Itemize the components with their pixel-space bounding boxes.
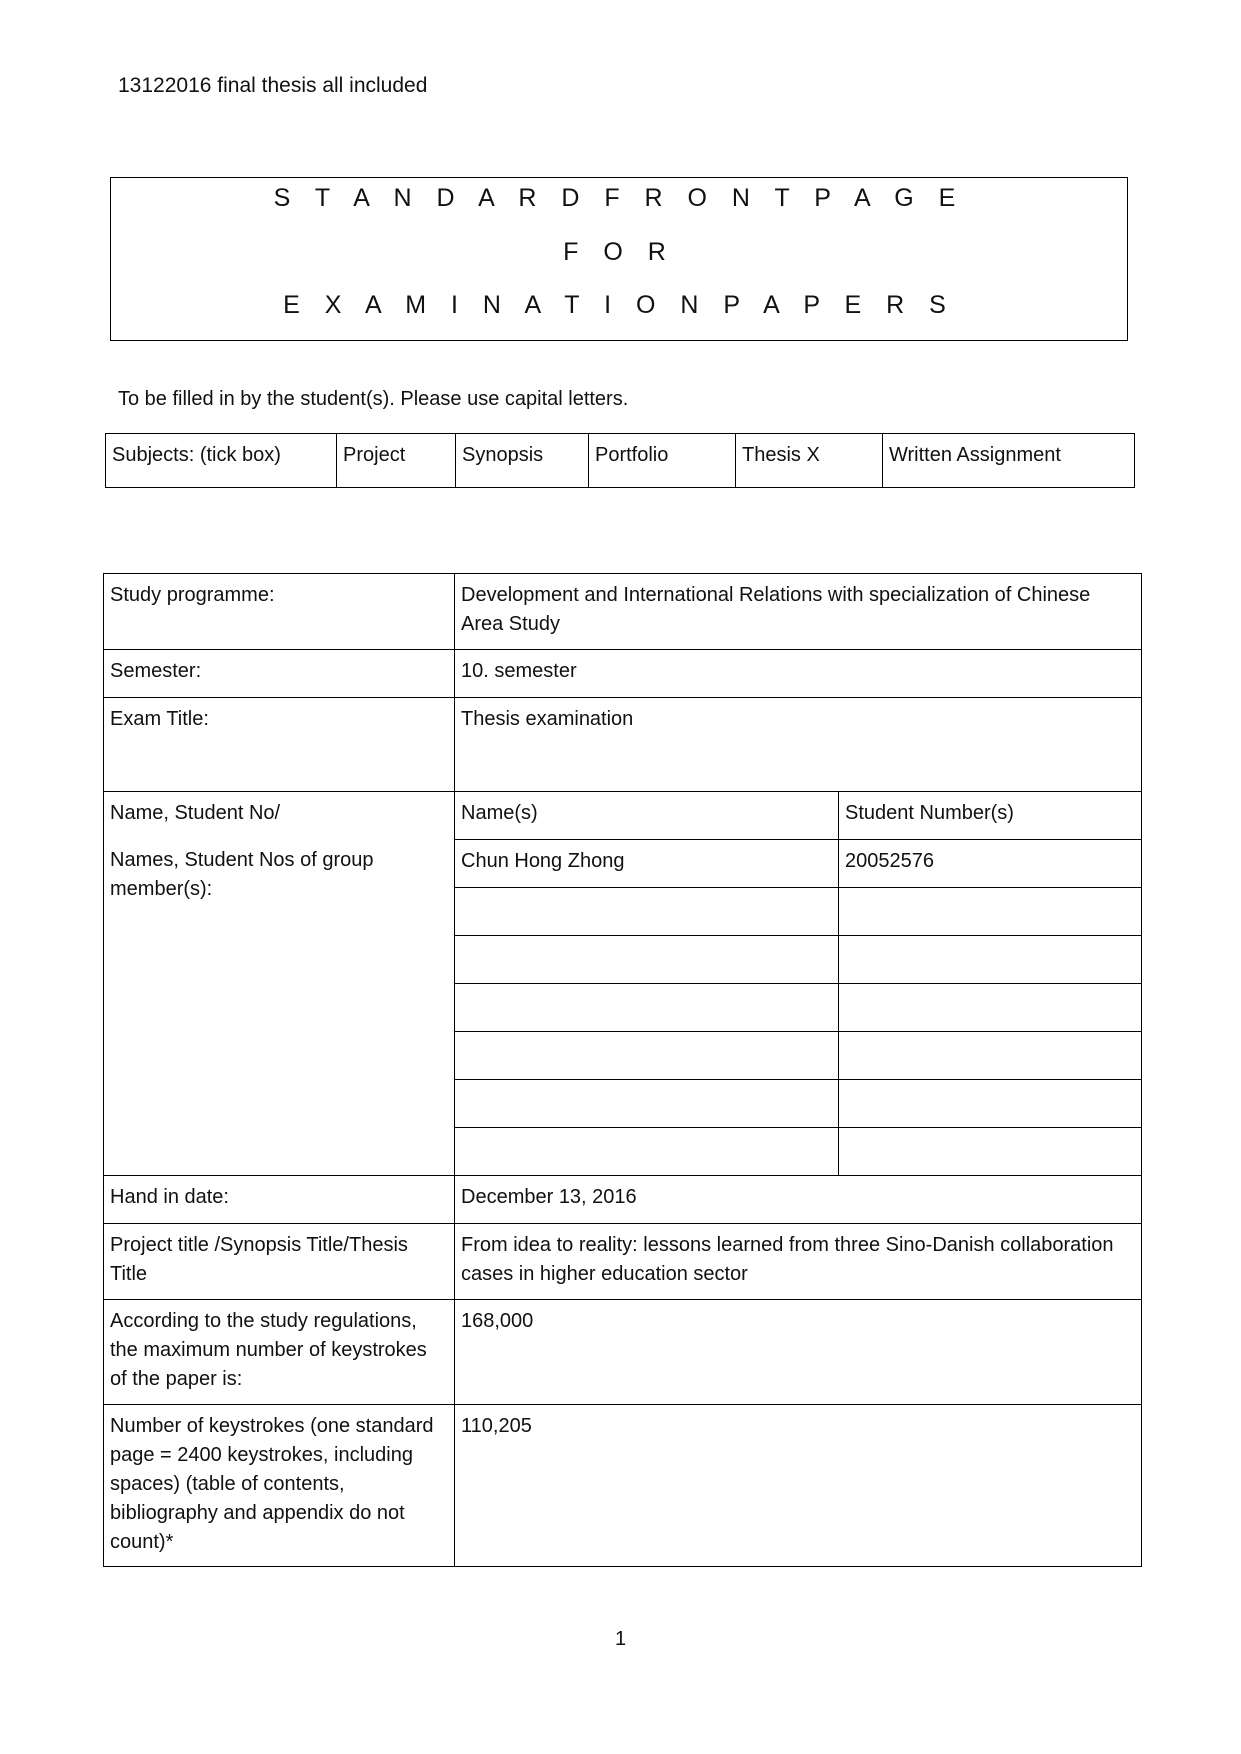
subject-project[interactable]: Project — [337, 434, 456, 488]
page-number: 1 — [614, 1628, 627, 1650]
student-name — [455, 936, 839, 984]
semester-row — [104, 650, 1142, 698]
semester-label: Semester: — [104, 650, 455, 698]
name-label-2: Names, Student Nos of group member(s): — [110, 849, 374, 900]
name-label-1: Name, Student No/ — [110, 802, 281, 824]
subject-portfolio[interactable]: Portfolio — [589, 434, 736, 488]
student-name — [455, 888, 839, 936]
exam-title-row — [104, 698, 1142, 792]
student-name — [455, 1080, 839, 1128]
study-programme-row — [104, 574, 1142, 650]
hand-in-row — [104, 1176, 1142, 1224]
student-number — [839, 984, 1142, 1032]
student-names-label-cell — [104, 792, 455, 1176]
study-programme-value: Development and International Relations with specialization of Chinese Area Study — [455, 574, 1142, 650]
project-title-value: From idea to reality: lessons learned from three Sino-Danish collaboration cases in higher education sector — [455, 1224, 1142, 1300]
title-box — [110, 177, 1128, 341]
study-programme-label: Study programme: — [104, 574, 455, 650]
header-note: 13122016 final thesis all included — [118, 74, 428, 97]
exam-title-label: Exam Title: — [104, 698, 455, 792]
title-line-3: E X A M I N A T I O N P A P E R S — [283, 291, 955, 319]
title-line-2: F O R — [563, 238, 675, 266]
student-name — [455, 1032, 839, 1080]
hand-in-value: December 13, 2016 — [455, 1176, 1142, 1224]
student-number — [839, 1080, 1142, 1128]
student-name: Chun Hong Zhong — [455, 840, 839, 888]
student-number — [839, 936, 1142, 984]
project-title-row — [104, 1224, 1142, 1300]
subject-written-assignment[interactable]: Written Assignment — [883, 434, 1135, 488]
max-keystrokes-label: According to the study regulations, the maximum number of keystrokes of the paper is: — [104, 1300, 455, 1405]
names-header: Name(s) — [455, 792, 839, 840]
title-line-1: S T A N D A R D F R O N T P A G E — [273, 184, 965, 212]
max-keystrokes-row — [104, 1300, 1142, 1405]
student-name — [455, 1128, 839, 1176]
hand-in-label: Hand in date: — [104, 1176, 455, 1224]
student-number — [839, 1128, 1142, 1176]
keystrokes-value: 110,205 — [455, 1405, 1142, 1567]
numbers-header: Student Number(s) — [839, 792, 1142, 840]
semester-value: 10. semester — [455, 650, 1142, 698]
keystrokes-row — [104, 1405, 1142, 1567]
student-number — [839, 1032, 1142, 1080]
student-number — [839, 888, 1142, 936]
subjects-table — [105, 433, 1135, 488]
max-keystrokes-value: 168,000 — [455, 1300, 1142, 1405]
student-name — [455, 984, 839, 1032]
exam-form-table — [103, 573, 1142, 1567]
students-header-row — [104, 792, 1142, 840]
subjects-label: Subjects: (tick box) — [106, 434, 337, 488]
student-number: 20052576 — [839, 840, 1142, 888]
subject-synopsis[interactable]: Synopsis — [456, 434, 589, 488]
project-title-label: Project title /Synopsis Title/Thesis Title — [104, 1224, 455, 1300]
subject-thesis[interactable]: Thesis X — [736, 434, 883, 488]
subjects-row — [106, 434, 1135, 488]
keystrokes-label: Number of keystrokes (one standard page = 2400 keystrokes, including spaces) (table of contents, bibliography and appendix do not count)* — [104, 1405, 455, 1567]
exam-title-value: Thesis examination — [455, 698, 1142, 792]
instruction-text: To be filled in by the student(s). Please use capital letters. — [118, 388, 629, 410]
